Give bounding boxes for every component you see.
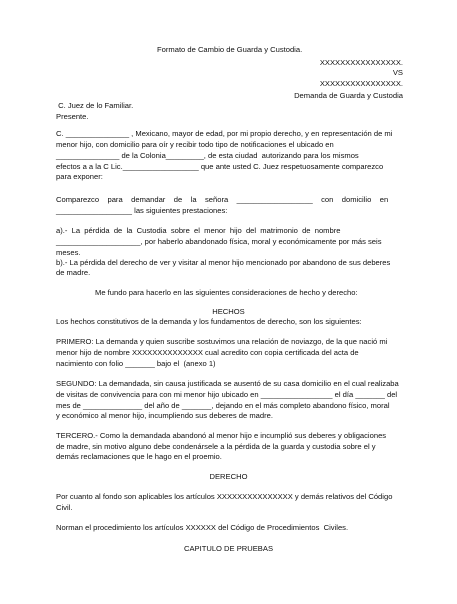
hechos-intro: Los hechos constitutivos de la demanda y los fundamentos de derecho, son los siguientes: (56, 317, 362, 326)
segundo-line: mes de ______________ del año de _______, dejando en el más completo abandono físico, moral (56, 401, 390, 410)
segundo-line: de visitas de convivencia para con mi menor hijo ubicado en _________________ el día _______ del (56, 390, 398, 399)
intro-line: _______________ de la Colonia_________, de esta ciudad autorizando para los mismos (56, 151, 359, 160)
segundo-line: SEGUNDO: La demandada, sin causa justificada se ausentó de su casa domicilio en el cual realizaba (56, 379, 399, 388)
derecho-line: Por cuanto al fondo son aplicables los artículos XXXXXXXXXXXXXXX y demás relativos del Código (56, 492, 393, 501)
prestacion-line: a).- La pérdida de la Custodia sobre el menor hijo del matrimonio de nombre (56, 226, 341, 235)
presente-line: Presente. (56, 112, 89, 121)
prestacion-line: ____________________, por haberlo abandonado física, moral y económicamente por más seis (56, 237, 382, 246)
prestacion-line: meses. (56, 248, 81, 257)
prestacion-line: b).- La pérdida del derecho de ver y visitar al menor hijo mencionado por abandono de sus deberes (56, 258, 391, 267)
document-title: Formato de Cambio de Guarda y Custodia. (157, 45, 303, 54)
derecho-line: Civil. (56, 503, 73, 512)
addressee-line: C. Juez de lo Familiar. (56, 101, 134, 110)
prestacion-line: de madre. (56, 268, 91, 277)
primero-line: nacimiento con folio _______ bajo el (anexo 1) (56, 359, 216, 368)
tercero-line: demás reclamaciones que le hago en el proemio. (56, 452, 222, 461)
fundamento-line: Me fundo para hacerlo en las siguientes consideraciones de hecho y derecho: (95, 288, 358, 297)
plaintiff-name: XXXXXXXXXXXXXXXX. (319, 58, 403, 67)
intro-line: C. _______________ , Mexicano, mayor de edad, por mi propio derecho, y en representación de mi (56, 129, 393, 138)
intro-line: menor hijo, con domicilio para oír y recibir todo tipo de notificaciones el ubicado en (56, 140, 334, 149)
comparezco-line: __________________ las siguientes prestaciones: (56, 206, 228, 215)
capitulo-pruebas-heading: CAPITULO DE PRUEBAS (183, 544, 274, 553)
primero-line: menor hijo de nombre XXXXXXXXXXXXXX cual acredito con copia certificada del acta de (56, 348, 359, 357)
hechos-heading: HECHOS (212, 307, 245, 316)
intro-line: para exponer: (56, 172, 103, 181)
versus-label: VS (392, 68, 403, 77)
intro-line: efectos a a la C Lic.__________________ que ante usted C. Juez respetuosamente comparezco (56, 162, 384, 171)
segundo-line: y económico al menor hijo, incumpliendo sus deberes de madre. (56, 411, 273, 420)
tercero-line: de madre, sin motivo alguno debe condenársele a la pérdida de la guarda y custodia sobre el y (56, 442, 376, 451)
defendant-name: XXXXXXXXXXXXXXXX. (319, 79, 403, 88)
procedimiento-line: Norman el procedimiento los artículos XXXXXX del Código de Procedimientos Civiles. (56, 523, 349, 532)
comparezco-line: Comparezco para demandar de la señora __________________ con domicilio en (56, 195, 389, 204)
case-type: Demanda de Guarda y Custodia (294, 91, 403, 100)
tercero-line: TERCERO.- Como la demandada abandonó al menor hijo e incumplió sus deberes y obligaciones (56, 431, 387, 440)
primero-line: PRIMERO: La demanda y quien suscribe sostuvimos una relación de noviazgo, de la que nació mi (56, 337, 388, 346)
derecho-heading: DERECHO (209, 472, 248, 481)
